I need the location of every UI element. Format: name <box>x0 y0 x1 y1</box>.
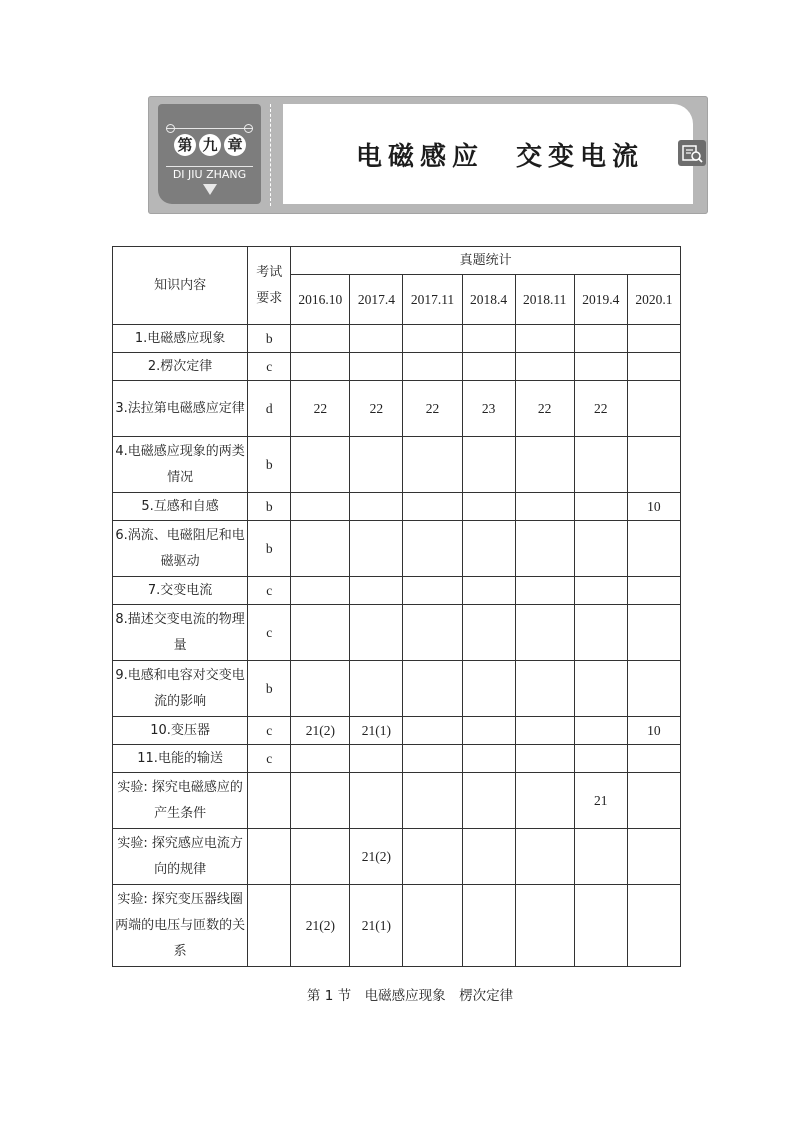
question-number-cell <box>462 773 515 829</box>
question-number-cell <box>462 661 515 717</box>
header-year: 2016.10 <box>291 275 350 325</box>
table-row <box>113 493 681 521</box>
dashed-separator <box>270 104 271 206</box>
topic-cell: 实验: 探究电磁感应的产生条件 <box>113 773 248 829</box>
question-number-cell <box>350 353 403 381</box>
requirement-cell: c <box>248 577 291 605</box>
chapter-badge <box>158 104 261 204</box>
topic-cell: 10.变压器 <box>113 717 248 745</box>
topic-cell: 8.描述交变电流的物理量 <box>113 605 248 661</box>
question-number-cell <box>291 745 350 773</box>
question-number-cell <box>403 325 462 353</box>
question-number-cell: 22 <box>574 381 627 437</box>
question-number-cell <box>350 745 403 773</box>
header-year: 2017.11 <box>403 275 462 325</box>
topic-cell: 7.交变电流 <box>113 577 248 605</box>
question-number-cell <box>515 745 574 773</box>
question-number-cell <box>627 745 680 773</box>
question-number-cell <box>515 661 574 717</box>
badge-divider <box>166 128 253 129</box>
chapter-banner <box>148 96 708 214</box>
question-number-cell: 22 <box>291 381 350 437</box>
question-number-cell <box>574 437 627 493</box>
question-number-cell <box>515 773 574 829</box>
question-number-cell <box>574 493 627 521</box>
header-year: 2018.4 <box>462 275 515 325</box>
question-number-cell <box>627 605 680 661</box>
table-row <box>113 829 681 885</box>
topic-cell: 实验: 探究感应电流方向的规律 <box>113 829 248 885</box>
table-row <box>113 885 681 967</box>
question-number-cell <box>462 577 515 605</box>
question-number-cell: 21(2) <box>350 829 403 885</box>
question-number-cell <box>350 661 403 717</box>
table-row <box>113 717 681 745</box>
question-number-cell <box>403 773 462 829</box>
header-year: 2020.1 <box>627 275 680 325</box>
topic-cell: 1.电磁感应现象 <box>113 325 248 353</box>
header-topic: 知识内容 <box>113 247 248 325</box>
table-row <box>113 325 681 353</box>
question-number-cell <box>462 829 515 885</box>
question-number-cell <box>574 325 627 353</box>
table-row <box>113 605 681 661</box>
topic-cell: 6.涡流、电磁阻尼和电磁驱动 <box>113 521 248 577</box>
requirement-cell: c <box>248 353 291 381</box>
table-row <box>113 353 681 381</box>
triangle-down-icon <box>203 184 217 195</box>
question-number-cell <box>291 605 350 661</box>
table-row <box>113 661 681 717</box>
question-number-cell <box>350 577 403 605</box>
requirement-cell <box>248 885 291 967</box>
topic-cell: 9.电感和电容对交变电流的影响 <box>113 661 248 717</box>
requirement-cell <box>248 829 291 885</box>
question-number-cell <box>574 661 627 717</box>
question-number-cell <box>515 493 574 521</box>
question-number-cell: 22 <box>515 381 574 437</box>
question-number-cell: 22 <box>403 381 462 437</box>
question-number-cell <box>403 437 462 493</box>
question-number-cell <box>515 829 574 885</box>
question-number-cell <box>403 605 462 661</box>
requirement-cell: c <box>248 717 291 745</box>
question-number-cell <box>291 829 350 885</box>
topic-cell: 11.电能的输送 <box>113 745 248 773</box>
question-number-cell <box>403 885 462 967</box>
question-number-cell <box>574 521 627 577</box>
book-search-icon <box>678 140 706 166</box>
question-number-cell <box>403 829 462 885</box>
table-row <box>113 773 681 829</box>
topic-cell: 4.电磁感应现象的两类情况 <box>113 437 248 493</box>
question-number-cell <box>574 829 627 885</box>
question-number-cell <box>403 717 462 745</box>
question-number-cell <box>291 661 350 717</box>
question-number-cell: 21(2) <box>291 717 350 745</box>
question-number-cell <box>515 717 574 745</box>
topic-cell: 5.互感和自感 <box>113 493 248 521</box>
question-number-cell <box>515 605 574 661</box>
question-number-cell <box>291 325 350 353</box>
topic-cell: 3.法拉第电磁感应定律 <box>113 381 248 437</box>
question-number-cell <box>627 381 680 437</box>
question-number-cell <box>291 353 350 381</box>
question-number-cell <box>462 325 515 353</box>
question-number-cell <box>627 577 680 605</box>
question-number-cell <box>462 493 515 521</box>
question-number-cell: 21(1) <box>350 717 403 745</box>
question-number-cell: 21(2) <box>291 885 350 967</box>
question-number-cell <box>462 353 515 381</box>
topic-cell: 2.楞次定律 <box>113 353 248 381</box>
question-number-cell <box>627 885 680 967</box>
question-number-cell <box>291 577 350 605</box>
question-number-cell <box>350 493 403 521</box>
chapter-title: 电磁感应 交变电流 <box>355 141 644 172</box>
question-number-cell <box>403 353 462 381</box>
question-number-cell <box>462 521 515 577</box>
question-number-cell: 21 <box>574 773 627 829</box>
question-number-cell <box>574 745 627 773</box>
question-number-cell <box>403 577 462 605</box>
question-number-cell: 10 <box>627 493 680 521</box>
question-number-cell: 23 <box>462 381 515 437</box>
table-row <box>113 577 681 605</box>
question-number-cell <box>403 493 462 521</box>
exam-stats-table <box>112 246 681 967</box>
requirement-cell: b <box>248 661 291 717</box>
requirement-cell: b <box>248 325 291 353</box>
question-number-cell <box>574 885 627 967</box>
view-icon[interactable] <box>678 140 706 166</box>
header-stats: 真题统计 <box>291 247 681 275</box>
question-number-cell <box>627 773 680 829</box>
question-number-cell <box>291 773 350 829</box>
requirement-cell: d <box>248 381 291 437</box>
header-row <box>113 247 681 275</box>
requirement-cell: c <box>248 745 291 773</box>
question-number-cell <box>627 437 680 493</box>
requirement-cell <box>248 773 291 829</box>
question-number-cell <box>291 521 350 577</box>
header-year: 2018.11 <box>515 275 574 325</box>
question-number-cell <box>350 325 403 353</box>
question-number-cell <box>515 577 574 605</box>
badge-subtitle: DI JIU ZHANG <box>172 168 247 181</box>
question-number-cell <box>627 325 680 353</box>
requirement-cell: c <box>248 605 291 661</box>
badge-divider-lower <box>166 166 253 167</box>
question-number-cell <box>350 521 403 577</box>
question-number-cell <box>627 521 680 577</box>
header-requirement: 考试要求 <box>248 247 291 325</box>
table-body <box>113 325 681 967</box>
question-number-cell <box>462 885 515 967</box>
requirement-cell: b <box>248 493 291 521</box>
question-number-cell <box>403 661 462 717</box>
question-number-cell <box>627 829 680 885</box>
table-row <box>113 521 681 577</box>
table-row <box>113 437 681 493</box>
badge-title <box>174 134 246 160</box>
question-number-cell <box>462 437 515 493</box>
question-number-cell <box>574 717 627 745</box>
question-number-cell <box>350 437 403 493</box>
question-number-cell <box>350 605 403 661</box>
question-number-cell <box>574 605 627 661</box>
question-number-cell <box>515 437 574 493</box>
question-number-cell: 10 <box>627 717 680 745</box>
question-number-cell: 21(1) <box>350 885 403 967</box>
question-number-cell <box>350 773 403 829</box>
question-number-cell <box>515 885 574 967</box>
question-number-cell <box>515 325 574 353</box>
topic-cell: 实验: 探究变压器线圈两端的电压与匝数的关系 <box>113 885 248 967</box>
table-row <box>113 745 681 773</box>
requirement-cell: b <box>248 521 291 577</box>
question-number-cell <box>403 745 462 773</box>
question-number-cell <box>403 521 462 577</box>
question-number-cell <box>627 661 680 717</box>
table-row <box>113 381 681 437</box>
badge-dot-left <box>166 124 175 133</box>
question-number-cell <box>462 605 515 661</box>
question-number-cell <box>574 577 627 605</box>
question-number-cell <box>574 353 627 381</box>
question-number-cell <box>291 437 350 493</box>
badge-char-1: 第 <box>174 134 196 156</box>
question-number-cell <box>627 353 680 381</box>
badge-char-3: 章 <box>224 134 246 156</box>
chapter-title-box <box>283 104 693 204</box>
question-number-cell <box>291 493 350 521</box>
header-year: 2019.4 <box>574 275 627 325</box>
badge-char-2: 九 <box>199 134 221 156</box>
header-year: 2017.4 <box>350 275 403 325</box>
requirement-cell: b <box>248 437 291 493</box>
question-number-cell <box>515 521 574 577</box>
section-footer: 第 1 节 电磁感应现象 楞次定律 <box>306 988 514 1004</box>
question-number-cell <box>515 353 574 381</box>
badge-dot-right <box>244 124 253 133</box>
question-number-cell <box>462 745 515 773</box>
question-number-cell: 22 <box>350 381 403 437</box>
question-number-cell <box>462 717 515 745</box>
